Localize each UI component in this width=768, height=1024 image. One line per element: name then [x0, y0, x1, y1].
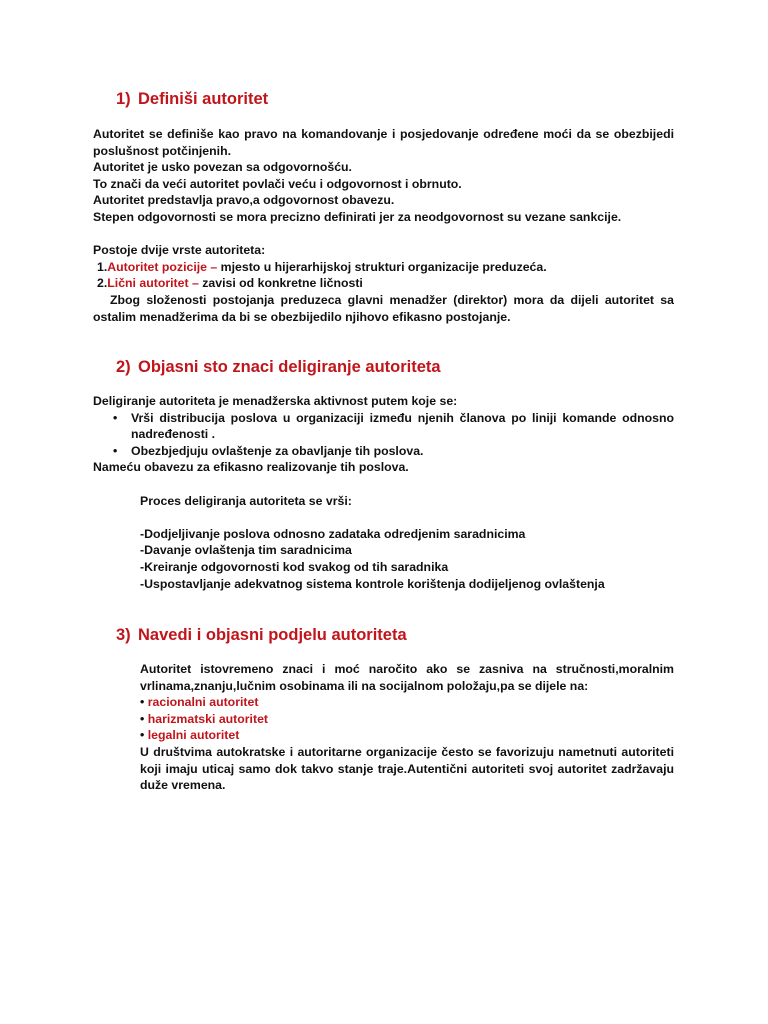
bullet-dot: • [113, 410, 118, 425]
section-1-title: Definiši autoritet [138, 90, 269, 108]
section-2-intro: Deligiranje autoriteta je menadžerska aktivnost putem koje se: [93, 394, 458, 408]
authority-type-label: racionalni autoritet [147, 695, 259, 710]
section-2-title: Objasni sto znaci deligiranje autoriteta [138, 358, 441, 376]
bullet-dot: • [140, 728, 145, 743]
types-intro: Postoje dvije vrste autoriteta: [93, 243, 266, 258]
process-step: -Davanje ovlaštenja tim saradnicima [140, 543, 352, 558]
authority-type-label: harizmatski autoritet [147, 711, 269, 726]
section-1-line: Autoritet je usko povezan sa odgovornošću. [93, 160, 352, 175]
section-3-number: 3) [116, 626, 131, 644]
section-1-line: Stepen odgovornosti se mora precizno definirati jer za neodgovornost su vezane sankcije. [93, 209, 622, 224]
type-item-term: Lični autoritet – [107, 276, 199, 291]
section-1-line: To znači da veći autoritet povlači veću i odgovornost i obrnuto. [93, 176, 462, 191]
section-1-line: Autoritet predstavlja pravo,a odgovornost obavezu. [93, 193, 395, 208]
section-1-closing: Zbog složenosti postojanja preduzeca glavni menadžer (direktor) mora da dijeli autoritet sa ostalim menadžerima da bi se obezbijedilo njihovo efikasno postojanje. [93, 292, 674, 324]
section-3-title: Navedi i objasni podjelu autoriteta [138, 626, 407, 644]
bullet-dot: • [113, 443, 118, 458]
authority-type [140, 694, 674, 711]
section-2-body [93, 393, 674, 592]
bullet-list-item [93, 410, 674, 443]
type-item-number: 2. [97, 276, 108, 291]
section-1-body [93, 126, 674, 325]
process-step: -Dodjeljivanje poslova odnosno zadataka odredjenim saradnicima [140, 526, 526, 541]
bullet-dot: • [140, 695, 145, 710]
bullet-text: Obezbjedjuju ovlaštenje za obavljanje tih poslova. [131, 443, 424, 458]
authority-type [140, 727, 674, 744]
type-item-number: 1. [97, 259, 108, 274]
section-1-paragraph: Autoritet se definiše kao pravo na komandovanje i posjedovanje određene moći da se obezbijedi poslušnost potčinjenih. [93, 127, 674, 158]
section-3-intro: Autoritet istovremeno znaci i moć naročito ako se zasniva na stručnosti,moralnim vrlinama,znanju,lučnim osobinama ili na socijalnom položaju,pa se dijele na: [140, 662, 674, 693]
section-2-after-bullets: Nameću obavezu za efikasno realizovanje tih poslova. [93, 460, 409, 475]
process-steps [93, 526, 674, 592]
authority-type-label: legalni autoritet [147, 728, 240, 743]
bullet-dot: • [140, 711, 145, 726]
bullet-text: Vrši distribucija poslova u organizaciji između njenih članova po liniji komande odnosno nadređenosti . [131, 410, 674, 442]
process-intro: Proces deligiranja autoriteta se vrši: [140, 493, 352, 508]
bullet-list-item [93, 443, 674, 460]
type-item-desc: mjesto u hijerarhijskoj strukturi organizacije preduzeća. [217, 259, 547, 274]
section-3-body [140, 661, 674, 794]
section-1-number: 1) [116, 90, 131, 108]
type-item-2 [93, 275, 674, 292]
process-step: -Uspostavljanje adekvatnog sistema kontrole korištenja dodijeljenog ovlaštenja [140, 576, 605, 591]
process-step: -Kreiranje odgovornosti kod svakog od tih saradnika [140, 559, 449, 574]
section-3-heading [116, 625, 407, 645]
section-2-number: 2) [116, 358, 131, 376]
section-3-closing: U društvima autokratske i autoritarne organizacije često se favorizuju nametnuti autoriteti koji imaju uticaj samo dok takvo stanje traje.Autentični autoriteti svoj autoritet zadržavaju duže vremena. [140, 744, 674, 793]
type-item-1 [93, 259, 674, 276]
section-2-heading [116, 357, 441, 377]
type-item-term: Autoritet pozicije – [107, 259, 218, 274]
section-1-heading [116, 89, 268, 109]
authority-type [140, 711, 674, 728]
type-item-desc: zavisi od konkretne ličnosti [198, 276, 363, 291]
